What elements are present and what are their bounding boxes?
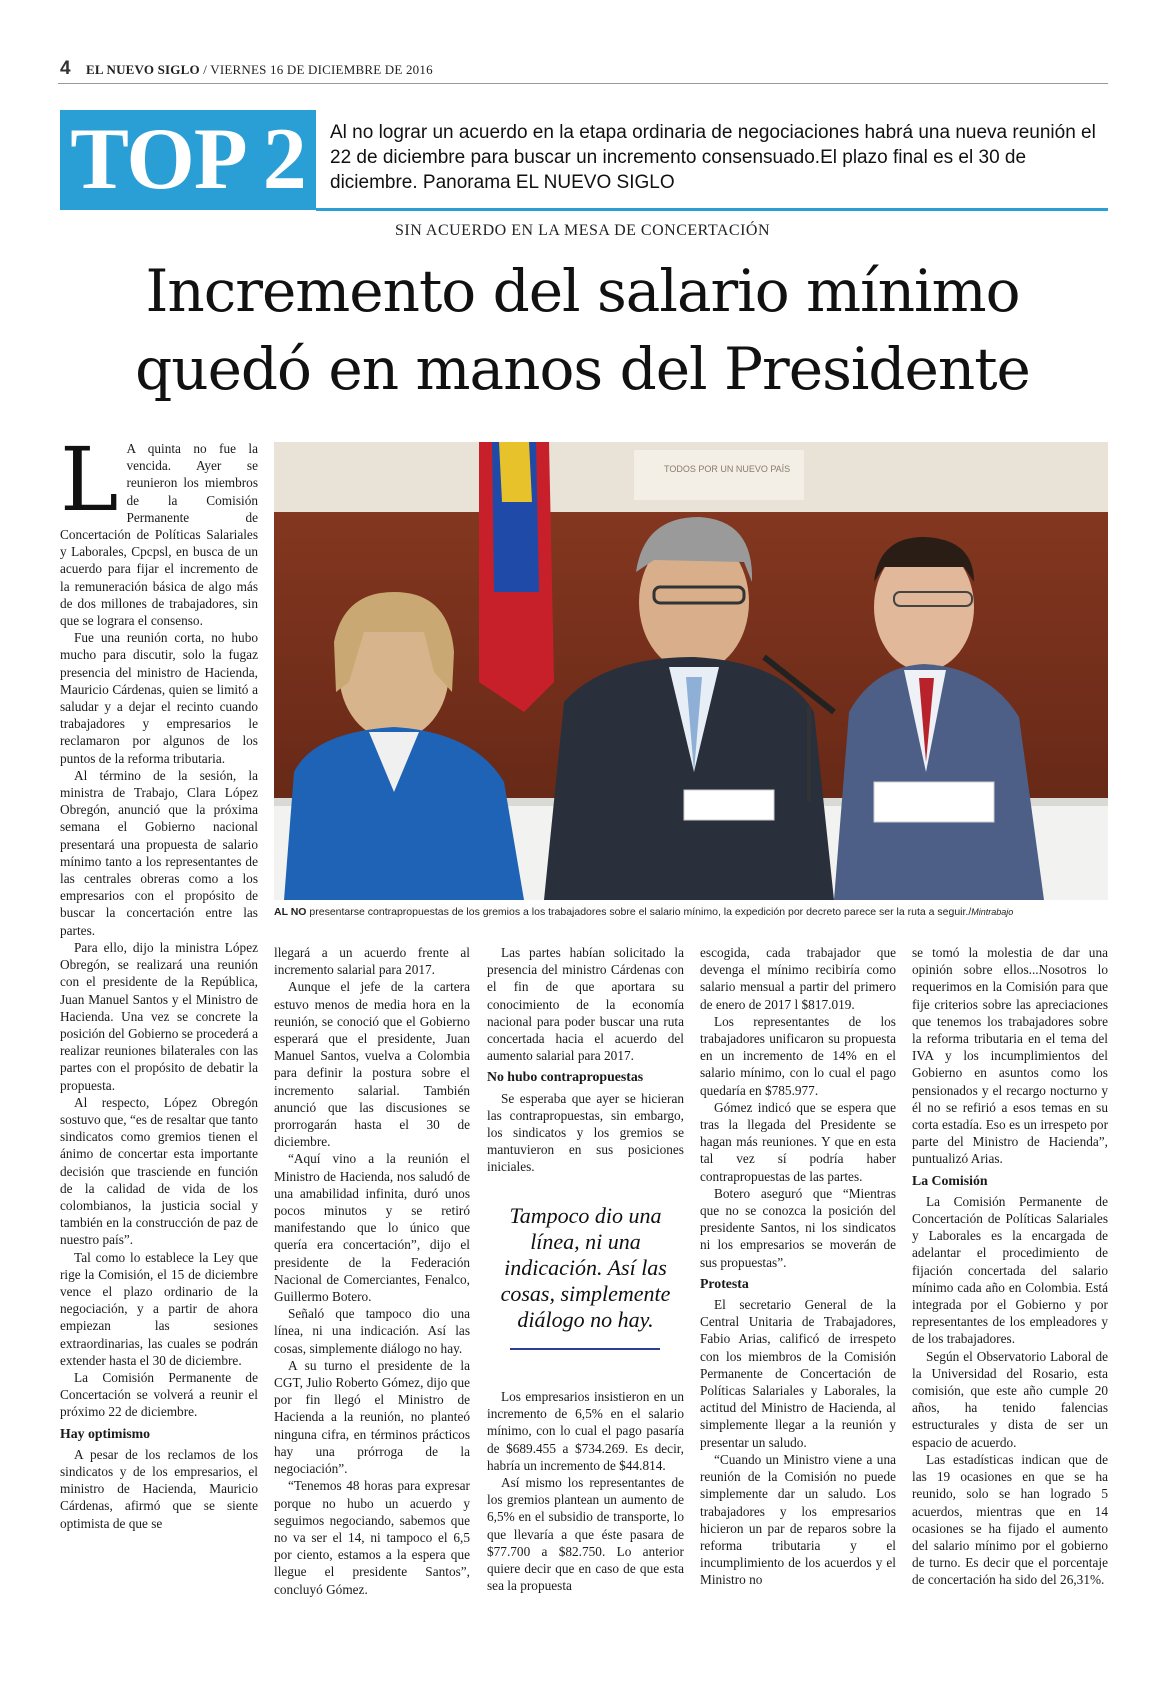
article-kicker: SIN ACUERDO EN LA MESA DE CONCERTACIÓN [395,222,770,239]
column-1 [60,428,258,1532]
article-headline [60,252,1105,408]
paragraph: Gómez indicó que se espera que tras la llegada del Presidente se hagan más reuniones. Y que en esta tal vez sí podría haber contrapropuestas de las partes. [700,1099,896,1184]
paragraph: Según el Observatorio Laboral de la Universidad del Rosario, esta comisión, que este año cumple 20 años, ha tenido falencias estructurales y dista de ser un espacio de acuerdo. [912,1348,1108,1450]
paragraph: El secretario General de la Central Unitaria de Trabajadores, Fabio Arias, calificó de irrespeto con los miembros de la Comisión Permanente de Concertación de Políticas Salariales y Laborales, la actitud del Ministro de Hacienda, al simplemente llegar a la reunión y presentar un saludo. [700,1297,896,1450]
paragraph: Las partes habían solicitado la presencia del ministro Cárdenas con el fin de que aportara su conocimiento de la economía nacional para poder buscar una ruta concertada hacia el acuerdo del aumento salarial para 2017. [487,945,684,1064]
paragraph: La Comisión Permanente de Concertación de Políticas Salariales y Laborales es la encargada de adelantar el procedimiento de fijación concertada del salario mínimo cada año en Colombia. Está integrada por el Gobierno y por representantes de los empleadores y de los trabajadores. [912,1193,1108,1347]
paragraph: Al término de la sesión, la ministra de Trabajo, Clara López Obregón, anunció que la próxima semana el Gobierno nacional presentará una propuesta de salario mínimo tanto a los representantes de las centrales obreras como a los empresarios con el propósito de buscar la concertación entre las partes. [60,767,258,938]
paragraph: llegará a un acuerdo frente al incremento salarial para 2017. [274,945,470,978]
headline-line-2: quedó en manos del Presidente [135,335,1030,403]
subheading: No hubo contrapropuestas [487,1069,644,1085]
header-rule [58,83,1108,84]
paragraph: Así mismo los representantes de los gremios plantean un aumento de 6,5% en el subsidio de transporte, lo que llevaría a que éste pasara de $77.700 a $82.750. Lo anterior quiere decir que en caso de que esta sea la propuesta [487,1475,684,1594]
paragraph: A su turno el presidente de la CGT, Julio Roberto Gómez, dijo que por fin llegó el Ministro de Hacienda a la reunión, no planteó ninguna cifra, en términos prácticos hay una prórroga de la negociación”. [274,1357,470,1477]
caption-lead: AL NO [274,906,307,918]
column-3-bottom [487,1388,684,1594]
pull-quote: Tampoco dio una línea, ni una indicación. Así las cosas, simplemente diálogo no hay. [500,1203,671,1332]
pull-quote-rule [510,1348,660,1350]
paragraph: Los representantes de los trabajadores unificaron su propuesta en un incremento de 14% en el salario mínimo, con lo cual el pago quedaría en $785.977. [700,1013,896,1098]
paper-name: EL NUEVO SIGLO [86,62,200,77]
paragraph: Tal como lo establece la Ley que rige la Comisión, el 15 de diciembre vence el plazo ordinario de la negociación, y a partir de ahora empiezan las sesiones extraordinarias, las cuales se podrán extender hasta el 30 de diciembre. [60,1249,258,1368]
paragraph: “Aquí vino a la reunión el Ministro de Hacienda, nos saludó de una amabilidad infinita, duró unos pocos minutos y se retiró manifestando que lo único que quería era concertación”, dijo el presidente de la Federación Nacional de Comerciantes, Fenalco, Guillermo Botero. [274,1151,470,1305]
paragraph: Fue una reunión corta, no hubo mucho para discutir, solo la fugaz presencia del ministro de Hacienda, Mauricio Cárdenas, quien se limitó a saludar y a dejar el recinto cuando trabajadores y empresarios le reclamaron por algunos de los puntos de la reforma tributaria. [60,630,258,766]
subheading: La Comisión [912,1172,988,1188]
column-5 [912,944,1108,1589]
paragraph: Botero aseguró que “Mientras que no se conozca la posición del presidente Santos, ni los sindicatos ni los empresarios se moverán de sus propuestas”. [700,1185,896,1270]
top-banner-label: TOP 2 [70,111,306,208]
paragraph: Los empresarios insistieron en un incremento de 6,5% en el salario mínimo, con lo cual el pago pasaría de $689.455 a $734.269. Es decir, habría un incremento de $44.814. [487,1389,684,1473]
paragraph: Al respecto, López Obregón sostuvo que, “es de resaltar que tanto sindicatos como gremios tienen el ánimo de concertar esta importante decisión que trasciende en función de la calidad de vida de los colombianos, la justicia social y también en la construcción de paz de nuestro país”. [60,1094,258,1248]
subheading: Hay optimismo [60,1425,151,1441]
photo-caption [274,906,1108,918]
subheading: Protesta [700,1275,749,1291]
drop-cap: L [60,428,119,531]
paragraph: Se esperaba que ayer se hicieran las contrapropuestas, sin embargo, los sindicatos y los gremios se mantuvieron en sus posiciones iniciales. [487,1090,684,1175]
column-3 [487,944,684,1176]
top-banner-text: Al no lograr un acuerdo en la etapa ordinaria de negociaciones habrá una nueva reunión el 22 de diciembre para buscar un incremento consensuado.El plazo final es el 30 de diciembre. Panorama EL NUEVO SIGLO [330,122,1096,193]
paragraph: se tomó la molestia de dar una opinión sobre ellos...Nosotros lo requerimos en la Comisión para que fije criterios sobre las apreciaciones que tenemos los trabajadores sobre la reforma tributaria en el tema del IVA y los incumplimientos del Gobierno en asuntos como los pensionados y el recargo nocturno y él no se refirió a esos temas en su corta estadía. Eso es un irrespeto por parte del Ministro de Hacienda”, puntualizó Arias. [912,945,1108,1167]
article-photo [274,442,1108,900]
top-banner-rule [316,208,1108,211]
paragraph: Las estadísticas indican que de las 19 ocasiones en que se ha reunido, solo se han logrado 5 acuerdos, mientras que en 14 ocasiones se ha fijado el aumento del salario mínimo por el gobierno de turno. Es decir que el porcentaje de concertación ha sido del 26,31%. [912,1451,1108,1588]
caption-text: presentarse contrapropuestas de los gremios a los trabajadores sobre el salario mínimo, la expedición por decreto parece ser la ruta a seguir./ [306,906,972,918]
paragraph: escogida, cada trabajador que devenga el mínimo recibiría como salario mensual a partir del primero de enero de 2017 l $817.019. [700,945,896,1012]
photo-credit: Mintrabajo [971,907,1014,917]
paragraph: La Comisión Permanente de Concertación se volverá a reunir el próximo 22 de diciembre. [60,1369,258,1420]
column-4 [700,944,896,1589]
photo-banner-text: TODOS POR UN NUEVO PAÍS [664,464,791,474]
paragraph: Para ello, dijo la ministra López Obregón, se realizará una reunión con el presidente de la República, Juan Manuel Santos y el Ministro de Hacienda. Una vez se concrete la posición del Gobierno se procederá a realizar reuniones bilaterales con las partes con el propósito de debatir la propuesta. [60,939,258,1093]
column-2 [274,944,470,1598]
page-number: 4 [60,58,71,79]
headline-line-1: Incremento del salario mínimo [145,257,1020,325]
masthead [86,62,433,78]
paragraph: Aunque el jefe de la cartera estuvo menos de media hora en la reunión, se conoció que el Gobierno esperará que el presidente, Juan Manuel Santos, vuelva a Colombia para definir la postura sobre el incremento salarial. También anunció que las discusiones se prorrogarán hasta el 30 de diciembre. [274,979,470,1150]
paragraph: “Cuando un Ministro viene a una reunión de la Comisión no puede simplemente dar un saludo. Los trabajadores y los empresarios hicieron un par de reparos sobre la reforma tributaria y el incumplimiento de los acuerdos y el Ministro no [700,1451,896,1588]
date-line: / VIERNES 16 DE DICIEMBRE DE 2016 [203,62,433,77]
paragraph: Señaló que tampoco dio una línea, ni una indicación. Así las cosas, simplemente diálogo no hay. [274,1306,470,1356]
paragraph: “Tenemos 48 horas para expresar porque no hubo un acuerdo y seguimos negociando, sabemos que no va ser el 14, ni tampoco el 6,5 por ciento, estamos a la espera que llegue el presidente Santos”, concluyó Gómez. [274,1478,470,1597]
paragraph: A quinta no fue la vencida. Ayer se reunieron los miembros de la Comisión Permanente de Concertación de Políticas Salariales y Laborales, Cpcpsl, en busca de un acuerdo para fijar el incremento de la remuneración básica de algo más de dos millones de trabajadores, sin que se lograra el consenso. [60,441,258,629]
paragraph: A pesar de los reclamos de los sindicatos y de los empresarios, el ministro de Hacienda, Mauricio Cárdenas, afirmó que se siente optimista de que se [60,1446,258,1531]
